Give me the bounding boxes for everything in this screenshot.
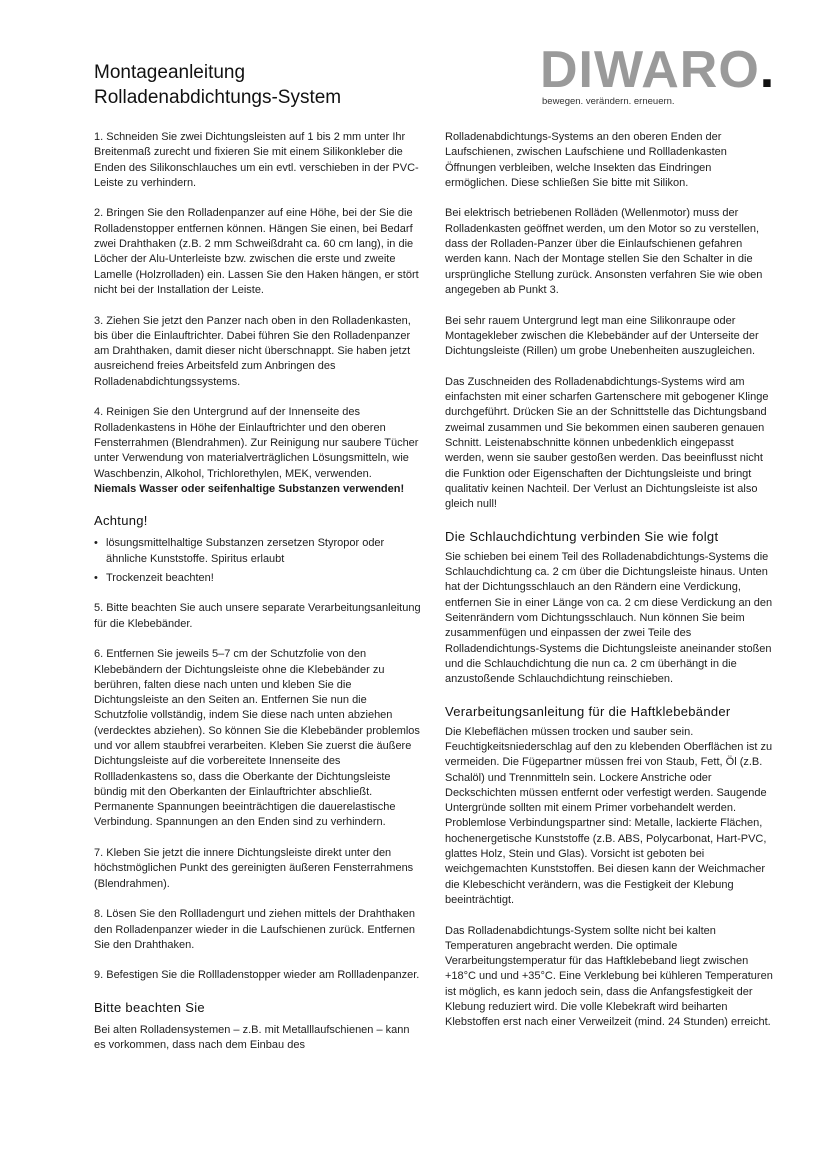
schlauch-text: Sie schieben bei einem Teil des Rolladenabdichtungs-Systems die Schlauchdichtung ca. 2 cm über die Dichtungsleiste hinaus. Unten hat der Dichtungsschlauch an den Rändern eine Verdickung, entfernen Sie in einer Länge von ca. 2 cm diese Verdickung an den Seitenrändern vom Dichtungsschlauch. Nun können Sie beim zusammenfügen und einpassen der zwei Teile des Rolladendichtungs-Systems die Dichtungsleiste aneinander stoßen und die Schlauchdichtung die nun ca. 2 cm überhängt in die anzustoßende Schlauchdichtung reinschieben.: [445, 550, 773, 686]
list-item: • lösungsmittelhaltige Substanzen zersetzen Styropor oder ähnliche Kunststoffe. Spiritus erlaubt: [94, 536, 422, 567]
haft-heading: Verarbeitungsanleitung für die Haftklebebänder: [445, 703, 731, 719]
step-7: 7. Kleben Sie jetzt die innere Dichtungsleiste direkt unter den höchstmöglichen Punkt des gereinigten äußeren Fensterrahmens (Blendrahmen).: [94, 847, 414, 890]
achtung-list: [94, 536, 422, 586]
step-3: 3. Ziehen Sie jetzt den Panzer nach oben in den Rolladenkasten, bis über die Einlauftrichter. Dabei führen Sie den Rolladenpanzer am Drahthaken, damit dieser nicht überschnappt. Sie haben jetzt ausreichend freies Arbeitsfeld zum Anbringen des Rolladenabdichtungssystems.: [94, 314, 411, 388]
schlauch-heading: Die Schlauchdichtung verbinden Sie wie folgt: [445, 528, 719, 544]
step-4: 4. Reinigen Sie den Untergrund auf der Innenseite des Rolladenkastens in Höhe der Einlauftrichter und den oberen Fensterrahmen (Blendrahmen). Zur Reinigung nur saubere Tücher unter Verwendung von materialverträglichen Lösungsmitteln, wie Waschbenzin, Alkohol, Trichlorethylen, MEK, verwenden.: [94, 406, 419, 480]
left-column: [94, 130, 422, 1054]
logo-tagline: bewegen. verändern. erneuern.: [542, 96, 675, 107]
temperature-text: Das Rolladenabdichtungs-System sollte nicht bei kalten Temperaturen angebracht werden. Die optimale Verarbeitungstemperatur für das Haftklebeband liegt zwischen +18°C und und +35°C. Eine Verklebung bei kühleren Temperaturen ist möglich, es kann jedoch sein, dass die Anfangsfestigkeit der Klebung reduziert wird. Die volle Klebekraft wird beiharten Klebstoffen erst nach einer Verweilzeit (mind. 24 Stunden) erreicht.: [445, 924, 773, 1029]
cutting-note: Das Zuschneiden des Rolladenabdichtungs-Systems wird am einfachsten mit einer scharfen Gartenschere mit gebogener Klinge durchgeführt. Drücken Sie an der Schnittstelle das Dichtungsband zweimal zusammen und Sie bekommen einen sauberen genauen Schnitt. Leistenabschnitte können unbedenklich eingepasst werden, wenn sie sauber gestoßen werden. Das beeinflusst nicht die Funktion oder Eigenschaften der Dichtungsleiste und bringt qualitativ keinen Nachteil. Der Verlust an Dichtungsleiste ist also gleich null!: [445, 375, 769, 511]
haft-text: Die Klebeflächen müssen trocken und sauber sein. Feuchtigkeitsniederschlag auf den zu klebenden Oberflächen ist zu vermeiden. Die Fügepartner müssen frei von Staub, Fett, Öl (z.B. Schalöl) und Trennmitteln sein. Lockere Anstriche oder Deckschichten müssen entfernt oder verfestigt werden. Saugende Untergründe sollten mit einem Primer vorbehandelt werden. Problemlose Verbindungspartner sind: Metalle, lackierte Flächen, hochenergetische Kunststoffe (z.B. ABS, Polycarbonat, Hart-PVC, glattes Holz, Stein und Glas). Vorsicht ist geboten bei weichgemachten Kunststoffen. Bei diesen kann der Weichmacher die Klebeschicht verändern, was die Festigkeit der Klebung beeinträchtigt.: [445, 725, 773, 906]
beachten-text: Bei alten Rolladensystemen – z.B. mit Metalllaufschienen – kann es vorkommen, dass nach dem Einbau des: [94, 1024, 410, 1052]
company-logo: [540, 41, 780, 110]
title-line-2: Rolladenabdichtungs-System: [94, 87, 342, 108]
page-title: [94, 60, 454, 110]
achtung-heading: Achtung!: [94, 513, 148, 529]
step-4-warning: Niemals Wasser oder seifenhaltige Substanzen verwenden!: [94, 482, 405, 495]
list-item: • Trockenzeit beachten!: [94, 571, 422, 586]
electric-note: Bei elektrisch betriebenen Rolläden (Wellenmotor) muss der Rolladenkasten geöffnet werden, um den Motor so zu verstellen, dass der Rolladen-Panzer über die Einlaufschienen gefahren werden kann. Nach der Montage stellen Sie den Schalter in die ursprüngliche Stellung zurück. Ansonsten verfahren Sie wie oben angegeben ab Punkt 3.: [445, 207, 763, 296]
step-5: 5. Bitte beachten Sie auch unsere separate Verarbeitungsanleitung für die Klebebänder.: [94, 602, 421, 630]
step-2: 2. Bringen Sie den Rolladenpanzer auf eine Höhe, bei der Sie die Rolladenstopper entfernen können. Hängen Sie einen, bei Bedarf zwei Drahthaken (z.B. 2 mm Schweißdraht ca. 60 cm lang), in die Löcher der Alu-Unterleiste bzw. zwischen die erste und zweite Lamelle (Holzrolladen) ein. Lassen Sie den Haken hängen, er stört nicht bei der Installation der Leiste.: [94, 207, 419, 296]
title-line-1: Montageanleitung: [94, 62, 246, 83]
step-6: 6. Entfernen Sie jeweils 5–7 cm der Schutzfolie von den Klebebändern der Dichtungsleiste ohne die Klebebänder zu berühren, falten diese nach unten und kleben Sie die Dichtungsleiste an den Seiten an. Entfernen Sie nun die Schutzfolie vollständig, indem Sie diese nach unten abziehen (verdecktes abziehen). So können Sie die Klebebänder problemlos und vor allem staubfrei verarbeiten. Kleben Sie zuerst die äußere Dichtungsleiste auf die vorbereitete Innenseite des Rollladenkastens so, dass die Oberkante der Dichtungsleiste bündig mit den Oberkanten der Einlauftrichter abschließt. Permanente Spannungen beeinträchtigen die dauerelastische Verbindung. Spannungen an den Enden sind zu verhindern.: [94, 648, 420, 829]
beachten-heading: Bitte beachten Sie: [94, 1000, 205, 1016]
logo-text: DIWARO: [540, 41, 760, 99]
rough-surface-note: Bei sehr rauem Untergrund legt man eine Silikonraupe oder Montagekleber zwischen die Klebebänder auf der Unterseite der Dichtungsleiste (Rillen) um grobe Unebenheiten auszugleichen.: [445, 314, 759, 358]
step-1: 1. Schneiden Sie zwei Dichtungsleisten auf 1 bis 2 mm unter Ihr Breitenmaß zurecht und fixieren Sie mit einem Silikonkleber die Enden des Silikonschlauches um ein evtl. verschieben in der PVC-Leiste zu verhindern.: [94, 131, 419, 189]
step-9: 9. Befestigen Sie die Rollladenstopper wieder am Rollladenpanzer.: [94, 969, 420, 982]
logo-wordmark: [540, 41, 776, 99]
logo-dot: .: [759, 41, 776, 99]
step-8: 8. Lösen Sie den Rollladengurt und ziehen mittels der Drahthaken den Rolladenpanzer wieder in die Laufschienen zurück. Entfernen Sie den Drahthaken.: [94, 908, 416, 951]
insect-note: Rolladenabdichtungs-Systems an den oberen Enden der Laufschienen, zwischen Laufschiene und Rollladenkasten Öffnungen verbleiben, welche Insekten das Eindringen ermöglichen. Diese schließen Sie bitte mit Silikon.: [445, 131, 727, 189]
right-column: [445, 130, 773, 1031]
